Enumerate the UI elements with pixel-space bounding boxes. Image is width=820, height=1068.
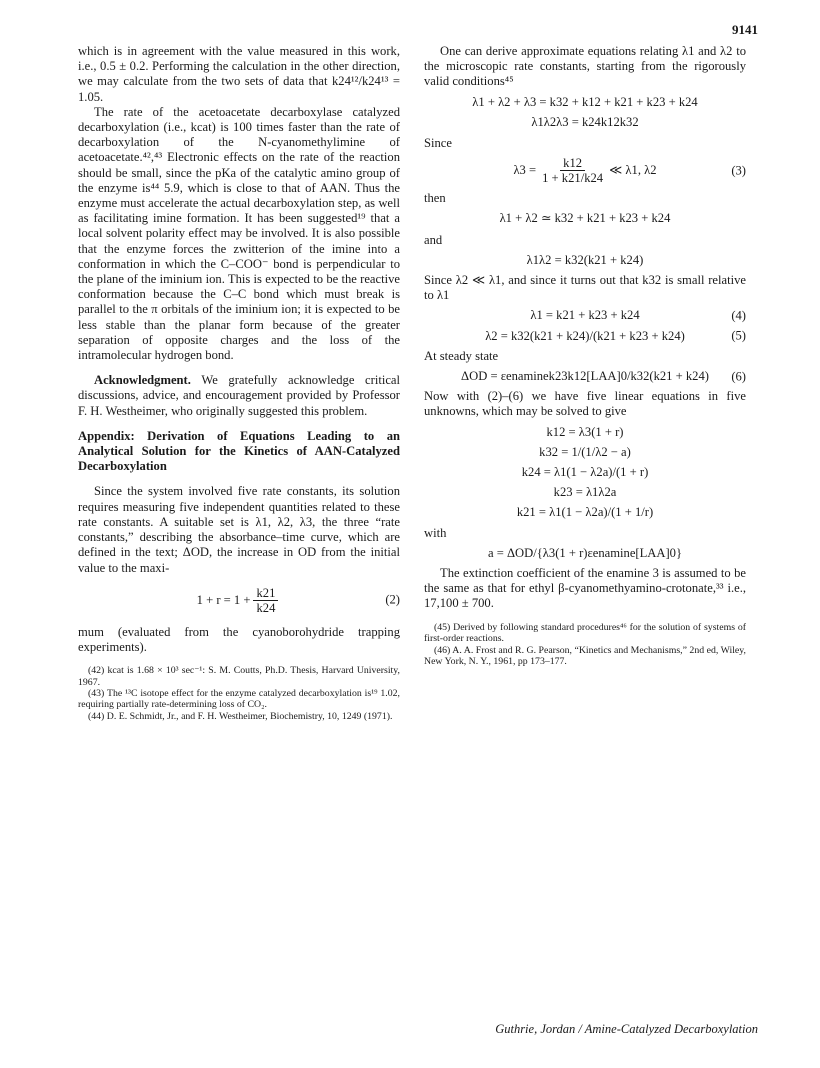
appendix-heading: Appendix: Derivation of Equations Leading to an Analytical Solution for the Kinetics of AAN-Catalyzed Decarboxylation bbox=[78, 428, 400, 474]
equation-6 bbox=[424, 369, 746, 384]
equation-3-number: (3) bbox=[731, 163, 746, 178]
solution-k23: k23 = λ1λ2a bbox=[553, 485, 617, 500]
equation-5-number: (5) bbox=[731, 328, 746, 343]
left-paragraph-2: The rate of the acetoacetate decarboxylase catalyzed decarboxylation (i.e., kcat) is 100 times faster than the rate of decarboxylation of the N-cyanomethylimine of acetoacetate.⁴²,⁴³ Electronic effects on the rate of the reaction should be small, since the pKa of the catalytic amino group of the enzyme is⁴⁴ 5.9, which is close to that of AAN. Thus the enzyme must accelerate the actual decarboxylation step, as well as facilitating imine formation. It has been suggested¹⁹ that a local solvent polarity effect may be involved. It is also possible that the enzyme forces the zwitterion of the imine into a conformation in which the C–COO⁻ bond is perpendicular to the plane of the iminium ion. This is expected to be the reactive conformation because the C–C bond which must break is parallel to the π orbitals of the iminium ion; it is expected to be less stable than the planar form because of the greater separation of opposite charges and the loss of the intramolecular hydrogen bond. bbox=[78, 104, 400, 363]
footnote-45: (45) Derived by following standard procedures⁴⁶ for the solution of systems of first-order reactions. bbox=[424, 621, 746, 645]
equation-6-number: (6) bbox=[731, 369, 746, 384]
with-label: with bbox=[424, 525, 447, 540]
equation-6-body: ΔOD = εenaminek23k12[LAA]0/k32(k21 + k24) bbox=[461, 369, 709, 384]
footnote-46: (46) A. A. Frost and R. G. Pearson, “Kinetics and Mechanisms,” 2nd ed, Wiley, New York, N. Y., 1961, pp 173–177. bbox=[424, 644, 746, 667]
then-label: then bbox=[424, 191, 446, 206]
equation-sum: λ1 + λ2 + λ3 = k32 + k12 + k21 + k23 + k24 bbox=[472, 94, 698, 109]
left-paragraph-3: Since the system involved five rate constants, its solution requires measuring five independent quantities related to these rate constants. A suitable set is λ1, λ2, λ3, the three “rate constants,” describing the absorbance–time curve, which are defined in the text; ΔOD, the increase in OD from the initial value to the maxi- bbox=[78, 484, 400, 575]
right-footnotes bbox=[424, 622, 746, 668]
solution-k12: k12 = λ3(1 + r) bbox=[546, 424, 624, 439]
running-footer: Guthrie, Jordan / Amine-Catalyzed Decarboxylation bbox=[495, 1022, 758, 1036]
equation-3-rhs: ≪ λ1, λ2 bbox=[609, 163, 657, 178]
solution-k24: k24 = λ1(1 − λ2a)/(1 + r) bbox=[521, 465, 649, 480]
right-paragraph-3: Now with (2)–(6) we have five linear equations in five unknowns, which may be solved to give bbox=[424, 389, 746, 419]
acknowledgment bbox=[78, 373, 400, 419]
equation-4-body: λ1 = k21 + k23 + k24 bbox=[530, 308, 640, 323]
equation-3-lhs: λ3 = bbox=[513, 163, 537, 178]
right-column bbox=[424, 44, 746, 667]
acknowledgment-label: Acknowledgment. bbox=[94, 373, 191, 388]
left-column bbox=[78, 44, 400, 722]
equation-product: λ1λ2λ3 = k24k12k32 bbox=[531, 114, 639, 129]
and-label: and bbox=[424, 232, 443, 247]
equation-3-fraction bbox=[539, 156, 606, 185]
since-label: Since bbox=[424, 136, 452, 151]
equation-2-numerator: k21 bbox=[253, 586, 278, 601]
footnote-42: (42) kcat is 1.68 × 10³ sec⁻¹: S. M. Coutts, Ph.D. Thesis, Harvard University, 1967. bbox=[78, 665, 400, 688]
equation-2-fraction bbox=[253, 586, 278, 615]
solution-k21: k21 = λ1(1 − λ2a)/(1 + 1/r) bbox=[516, 505, 654, 520]
equation-3 bbox=[424, 156, 746, 185]
equation-4-number: (4) bbox=[731, 308, 746, 323]
equation-3-numerator: k12 bbox=[560, 156, 585, 171]
left-paragraph-4: mum (evaluated from the cyanoborohydride trapping experiments). bbox=[78, 624, 400, 654]
equation-4 bbox=[424, 308, 746, 323]
equation-2-lhs: 1 + r = 1 + bbox=[196, 592, 251, 607]
left-footnotes bbox=[78, 665, 400, 722]
footnote-44: (44) D. E. Schmidt, Jr., and F. H. Westheimer, Biochemistry, 10, 1249 (1971). bbox=[88, 710, 393, 722]
equation-5 bbox=[424, 329, 746, 344]
page-number: 9141 bbox=[732, 22, 758, 37]
equation-2-number: (2) bbox=[385, 592, 400, 607]
equation-3-denominator: 1 + k21/k24 bbox=[542, 171, 604, 186]
equation-5-body: λ2 = k32(k21 + k24)/(k21 + k23 + k24) bbox=[485, 328, 685, 343]
equation-2-denominator: k24 bbox=[256, 600, 276, 615]
right-paragraph-1: One can derive approximate equations relating λ1 and λ2 to the microscopic rate constants, starting from the rigorously valid conditions⁴⁵ bbox=[424, 44, 746, 89]
equation-approx: λ1 + λ2 ≃ k32 + k21 + k23 + k24 bbox=[499, 211, 671, 226]
right-paragraph-2: Since λ2 ≪ λ1, and since it turns out that k32 is small relative to λ1 bbox=[424, 273, 746, 303]
equation-lambda-product: λ1λ2 = k32(k21 + k24) bbox=[526, 252, 644, 267]
solution-k32: k32 = 1/(1/λ2 − a) bbox=[539, 444, 631, 459]
left-paragraph-1: which is in agreement with the value measured in this work, i.e., 0.5 ± 0.2. Performing the calculation in the other direction, we may calculate from the two sets of data that k24¹²/k24¹³ = 1.05. bbox=[78, 44, 400, 104]
acknowledgment-text: We gratefully acknowledge critical discussions, advice, and encouragement provided by Professor F. H. Westheimer, who originally suggested this problem. bbox=[78, 373, 401, 418]
footnote-43: (43) The ¹³C isotope effect for the enzyme catalyzed decarboxylation is¹⁹ 1.02, requiring partially rate-determining loss of CO₂. bbox=[78, 687, 400, 711]
equation-2 bbox=[78, 586, 400, 615]
right-paragraph-4: The extinction coefficient of the enamine 3 is assumed to be the same as that for ethyl β-cyanomethyamino-crotonate,³³ i.e., 17,100 ± 700. bbox=[424, 566, 746, 611]
steady-state-label: At steady state bbox=[424, 348, 499, 363]
equation-a-definition: a = ΔOD/{λ3(1 + r)εenamine[LAA]0} bbox=[487, 545, 683, 560]
